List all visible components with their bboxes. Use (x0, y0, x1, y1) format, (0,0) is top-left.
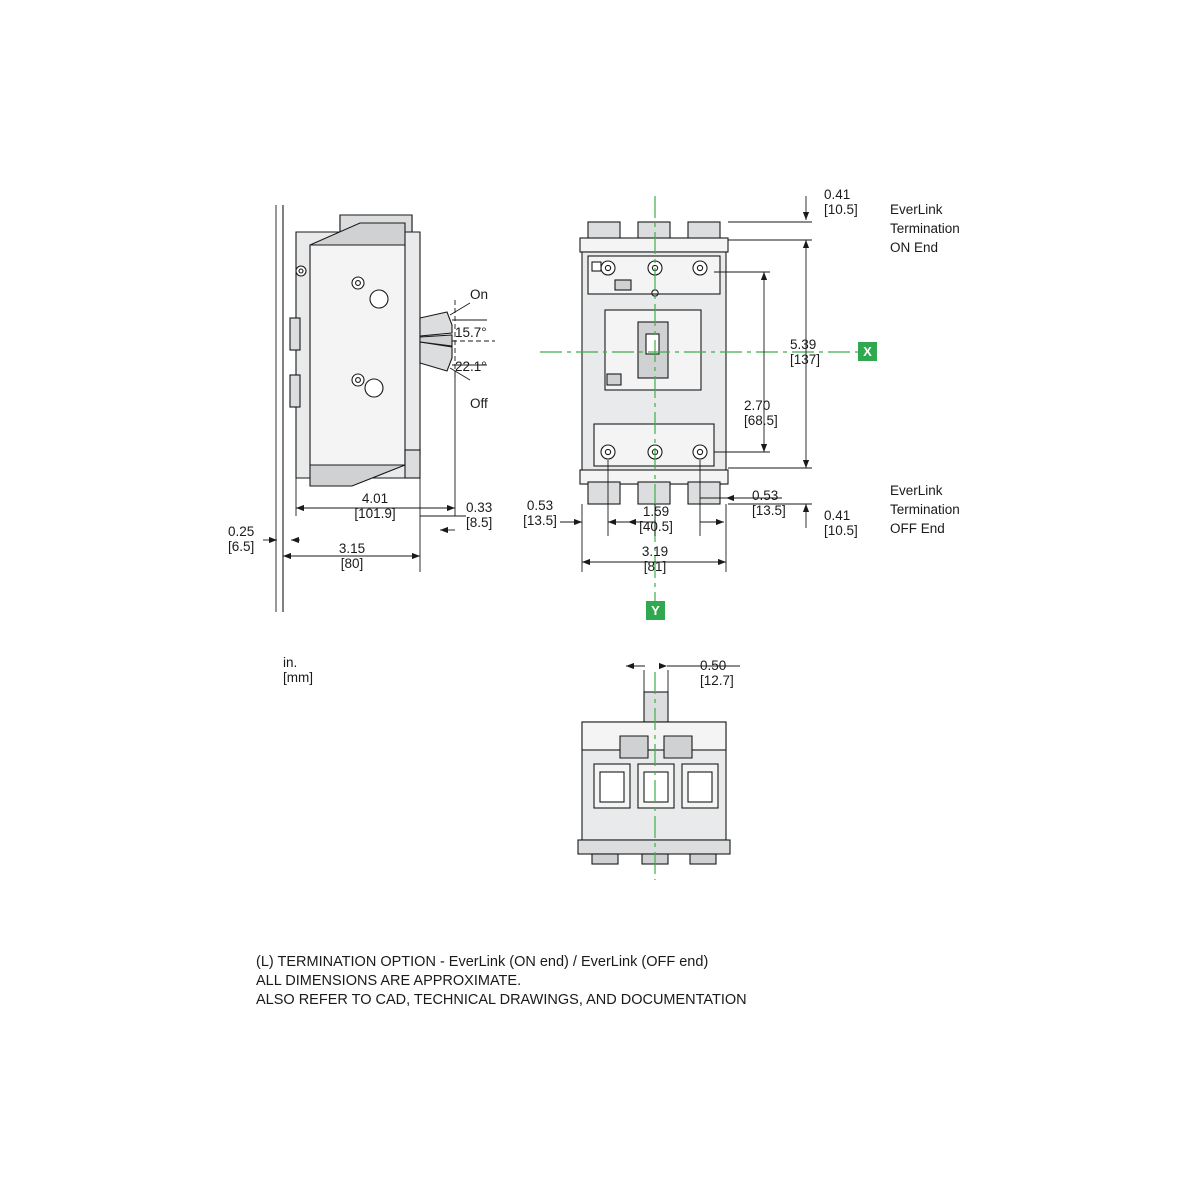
dim-depth-overall-in: 4.01 (361, 491, 389, 506)
dim-overall-width-in: 3.19 (641, 544, 669, 559)
dim-handle-width-mm: [12.7] (700, 673, 734, 688)
axis-y-badge: Y (646, 601, 665, 620)
dim-pole-pitch-mm: [40.5] (639, 519, 673, 534)
dim-term-on-projection-mm: [10.5] (824, 202, 858, 217)
dim-edge-right-in: 0.53 (752, 488, 779, 503)
dim-term-on-projection-in: 0.41 (824, 187, 851, 202)
dim-edge-right-mm: [13.5] (752, 503, 786, 518)
note-line-2: ALL DIMENSIONS ARE APPROXIMATE. (256, 973, 522, 989)
note-line-3: ALSO REFER TO CAD, TECHNICAL DRAWINGS, AND DOCUMENTATION (256, 992, 747, 1008)
dim-depth-overall-mm: [101.9] (354, 506, 396, 521)
side-view-off-label: Off (470, 396, 488, 411)
side-view-angle-lower: 22.1° (455, 359, 487, 374)
dim-handle-offset-mm: [8.5] (466, 515, 493, 530)
dim-panel-thickness-mm: [6.5] (228, 539, 255, 554)
dim-depth-body-mm: [80] (340, 556, 364, 571)
note-line-1: (L) TERMINATION OPTION - EverLink (ON end) / EverLink (OFF end) (256, 954, 709, 970)
dim-depth-body-in: 3.15 (338, 541, 366, 556)
dim-overall-width-mm: [81] (643, 559, 667, 574)
dim-mounting-height-in: 2.70 (744, 398, 771, 413)
units-legend-in: in. (283, 655, 298, 670)
callout-off-end-line3: OFF End (890, 521, 945, 536)
dim-mounting-height-mm: [68.5] (744, 413, 778, 428)
dim-handle-offset-in: 0.33 (466, 500, 493, 515)
callout-on-end-line3: ON End (890, 240, 939, 255)
dim-term-off-projection-mm: [10.5] (824, 523, 858, 538)
callout-off-end-line1: EverLink (890, 483, 943, 498)
front-view-geometry (580, 222, 728, 504)
callout-on-end-line2: Termination (890, 221, 960, 236)
axis-x-badge: X (858, 342, 877, 361)
dim-overall-height-mm: [137] (790, 352, 821, 367)
dim-handle-width-in: 0.50 (700, 658, 727, 673)
dim-overall-height-in: 5.39 (790, 337, 817, 352)
top-view-geometry (578, 692, 730, 864)
side-view-on-label: On (470, 287, 489, 302)
callout-off-end-line2: Termination (890, 502, 960, 517)
dim-edge-left-in: 0.53 (526, 498, 554, 513)
dim-term-off-projection-in: 0.41 (824, 508, 851, 523)
callout-on-end-line1: EverLink (890, 202, 943, 217)
dim-pole-pitch-in: 1.59 (642, 504, 670, 519)
side-view-angle-upper: 15.7° (455, 325, 487, 340)
dim-edge-left-mm: [13.5] (523, 513, 557, 528)
dim-panel-thickness-in: 0.25 (228, 524, 255, 539)
units-legend-mm: [mm] (283, 670, 313, 685)
